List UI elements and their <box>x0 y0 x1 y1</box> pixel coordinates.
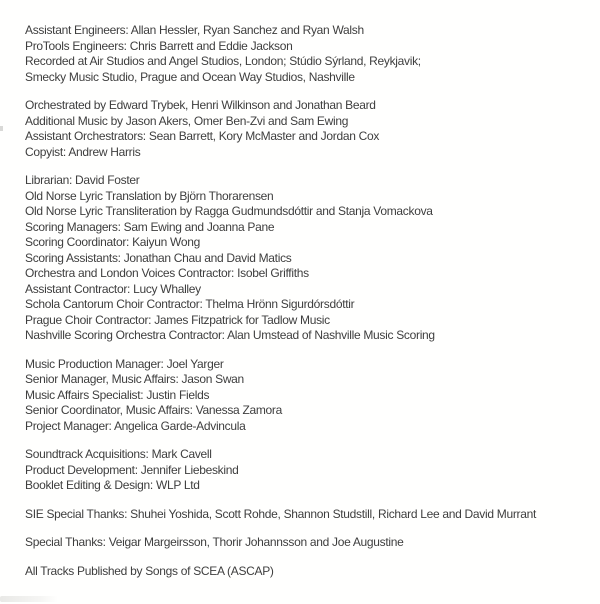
credit-line: Librarian: David Foster <box>25 173 140 187</box>
credit-line: SIE Special Thanks: Shuhei Yoshida, Scott Rohde, Shannon Studstill, Richard Lee and David Murrant <box>25 506 537 521</box>
section-sie-special-thanks <box>25 507 600 523</box>
credit-line: Senior Manager, Music Affairs: Jason Swan <box>25 372 244 386</box>
credit-line: Senior Coordinator, Music Affairs: Vanessa Zamora <box>25 403 282 417</box>
credit-line: Nashville Scoring Orchestra Contractor: Alan Umstead of Nashville Music Scoring <box>25 328 435 342</box>
credit-line: Assistant Orchestrators: Sean Barrett, Kory McMaster and Jordan Cox <box>25 129 380 143</box>
section-special-thanks <box>25 535 600 551</box>
credit-line: Booklet Editing & Design: WLP Ltd <box>25 478 200 492</box>
credit-line: Scoring Managers: Sam Ewing and Joanna Pane <box>25 219 275 234</box>
section-orchestration <box>25 98 600 160</box>
credit-line: Assistant Engineers: Allan Hessler, Ryan Sanchez and Ryan Walsh <box>25 23 364 37</box>
credit-line: Old Norse Lyric Transliteration by Ragga Gudmundsdóttir and Stanja Vomackova <box>25 204 433 218</box>
credit-line: Old Norse Lyric Translation by Björn Thorarensen <box>25 188 274 203</box>
credit-line: Copyist: Andrew Harris <box>25 144 141 159</box>
credit-line: Prague Choir Contractor: James Fitzpatrick for Tadlow Music <box>25 312 330 327</box>
scan-artifact <box>0 126 3 131</box>
section-engineering-recording <box>25 23 600 85</box>
credit-line: Orchestra and London Voices Contractor: Isobel Griffiths <box>25 266 309 280</box>
credit-line: Orchestrated by Edward Trybek, Henri Wilkinson and Jonathan Beard <box>25 98 376 112</box>
credit-line: Soundtrack Acquisitions: Mark Cavell <box>25 447 212 461</box>
credit-line: Smecky Music Studio, Prague and Ocean Way Studios, Nashville <box>25 69 355 84</box>
credit-line: All Tracks Published by Songs of SCEA (ASCAP) <box>25 563 274 578</box>
credit-line: Schola Cantorum Choir Contractor: Thelma Hrönn Sigurdórsdóttir <box>25 297 355 311</box>
section-product-development <box>25 447 600 494</box>
credit-line: Scoring Coordinator: Kaiyun Wong <box>25 235 200 249</box>
credit-line: Scoring Assistants: Jonathan Chau and David Matics <box>25 250 292 265</box>
section-music-management <box>25 357 600 435</box>
credit-line: Additional Music by Jason Akers, Omer Ben-Zvi and Sam Ewing <box>25 113 349 128</box>
section-scoring-contractors <box>25 173 600 344</box>
credit-line: Music Affairs Specialist: Justin Fields <box>25 387 210 402</box>
credit-line: ProTools Engineers: Chris Barrett and Eddie Jackson <box>25 38 293 53</box>
credit-line: Special Thanks: Veigar Margeirsson, Thorir Johannsson and Joe Augustine <box>25 535 404 549</box>
section-publishing <box>25 564 600 580</box>
credit-line: Assistant Contractor: Lucy Whalley <box>25 281 201 296</box>
credit-line: Project Manager: Angelica Garde-Advincula <box>25 418 246 433</box>
credit-line: Music Production Manager: Joel Yarger <box>25 356 224 371</box>
credit-line: Recorded at Air Studios and Angel Studios, London; Stúdio Sýrland, Reykjavik; <box>25 54 421 68</box>
credit-line: Product Development: Jennifer Liebeskind <box>25 462 239 477</box>
scan-artifact <box>0 596 58 602</box>
